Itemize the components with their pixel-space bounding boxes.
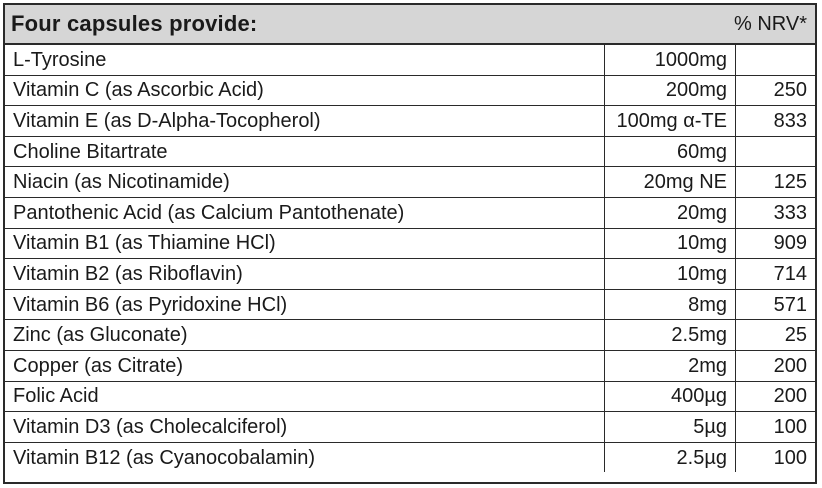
table-row [5,381,815,412]
nutrition-panel [3,3,817,484]
nutrient-amount: 8mg [605,289,736,320]
panel-title: Four capsules provide: [11,11,258,36]
nutrient-amount: 10mg [605,259,736,290]
nutrient-nrv: 100 [773,446,807,469]
nutrient-nrv: 571 [736,289,816,320]
nutrient-name: Copper (as Citrate) [5,350,605,381]
nutrient-amount: 10mg [605,228,736,259]
table-row [5,228,815,259]
nutrient-amount: 5µg [605,412,736,443]
nutrient-nrv: 200 [736,381,816,412]
nutrient-nrv: 333 [736,197,816,228]
table-row [5,350,815,381]
nutrient-name: Vitamin E (as D-Alpha-Tocopherol) [5,106,605,137]
nutrient-nrv: 714 [736,259,816,290]
nutrient-amount: 200mg [605,75,736,106]
nutrient-amount: 1000mg [605,45,736,75]
table-row [5,106,815,137]
nutrient-amount: 60mg [605,136,736,167]
nutrient-name: Vitamin B6 (as Pyridoxine HCl) [5,289,605,320]
nutrient-table [5,45,815,472]
table-row [5,442,815,472]
table-row [5,45,815,75]
nutrient-nrv: 909 [736,228,816,259]
nutrient-name: Niacin (as Nicotinamide) [5,167,605,198]
nutrient-nrv [736,136,816,167]
nutrient-amount: 2mg [605,350,736,381]
nutrient-name: Folic Acid [5,381,605,412]
nutrient-amount: 2.5µg [605,442,736,472]
nutrient-nrv: 200 [736,350,816,381]
table-row [5,259,815,290]
nutrient-name: Vitamin B1 (as Thiamine HCl) [5,228,605,259]
nutrient-name: Pantothenic Acid (as Calcium Pantothenate) [5,197,605,228]
table-row [5,320,815,351]
nutrient-amount: 100mg α-TE [605,106,736,137]
nutrient-nrv: 25 [736,320,816,351]
panel-header [5,5,815,45]
table-row [5,197,815,228]
table-row [5,289,815,320]
nutrient-nrv [736,45,816,75]
nutrient-amount: 400µg [605,381,736,412]
table-row [5,412,815,443]
table-row [5,75,815,106]
nutrient-name: L-Tyrosine [5,45,605,75]
nutrient-amount: 20mg [605,197,736,228]
nutrient-name: Choline Bitartrate [5,136,605,167]
nutrient-name: Vitamin B12 (as Cyanocobalamin) [5,442,605,472]
nrv-column-header: % NRV* [734,12,807,35]
table-row [5,167,815,198]
nutrient-name: Vitamin B2 (as Riboflavin) [5,259,605,290]
nutrient-amount: 20mg NE [605,167,736,198]
nutrient-nrv: 100 [736,412,816,443]
nutrient-name: Vitamin C (as Ascorbic Acid) [5,75,605,106]
nutrient-nrv: 250 [736,75,816,106]
nutrient-amount: 2.5mg [605,320,736,351]
table-row [5,136,815,167]
nutrient-nrv: 833 [736,106,816,137]
nutrient-nrv: 125 [736,167,816,198]
nutrient-name: Zinc (as Gluconate) [5,320,605,351]
nutrient-name: Vitamin D3 (as Cholecalciferol) [5,412,605,443]
